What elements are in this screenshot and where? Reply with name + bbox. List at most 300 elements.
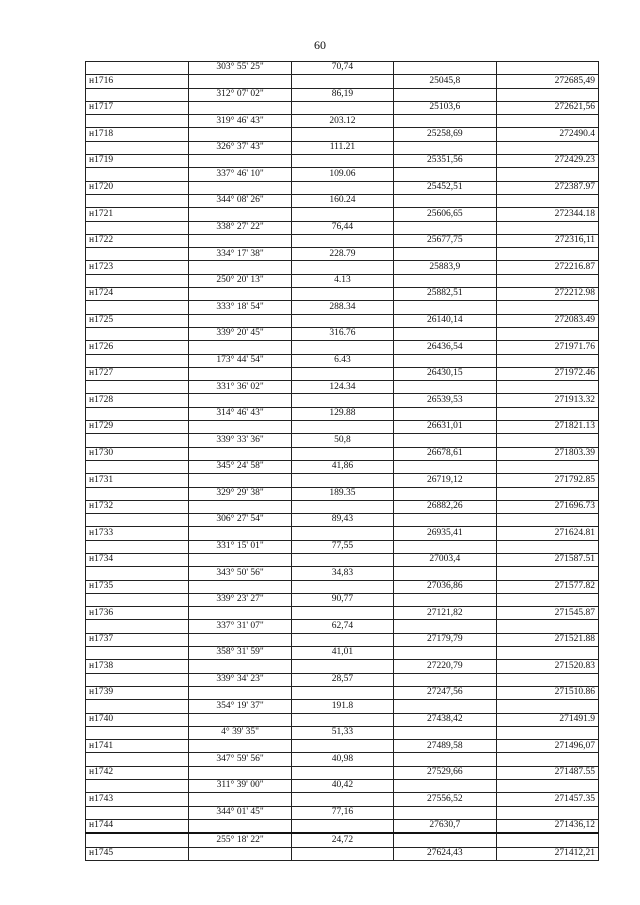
point-id-cell (86, 647, 189, 660)
point-id-cell (86, 726, 189, 739)
direction-angle-cell (189, 234, 291, 247)
x-coordinate-cell (394, 460, 496, 473)
distance-cell (291, 660, 393, 673)
y-coordinate-cell: 271972.46 (496, 367, 598, 380)
direction-angle-cell: 347° 59' 56" (189, 753, 291, 766)
table-row (86, 607, 599, 620)
direction-angle-cell (189, 607, 291, 620)
table-row (86, 261, 599, 274)
point-id-cell: н1721 (86, 208, 189, 221)
y-coordinate-cell (496, 806, 598, 819)
point-id-cell: н1724 (86, 288, 189, 301)
y-coordinate-cell: 271436,12 (496, 819, 598, 833)
y-coordinate-cell (496, 487, 598, 500)
y-coordinate-cell: 271510.86 (496, 686, 598, 699)
y-coordinate-cell: 272490.4 (496, 128, 598, 141)
distance-cell (291, 553, 393, 566)
distance-cell (291, 101, 393, 114)
distance-cell (291, 367, 393, 380)
direction-angle-cell: 345° 24' 58" (189, 460, 291, 473)
distance-cell: 77,55 (291, 540, 393, 553)
x-coordinate-cell (394, 540, 496, 553)
distance-cell (291, 155, 393, 168)
direction-angle-cell: 339° 23' 27" (189, 593, 291, 606)
table-row (86, 367, 599, 380)
x-coordinate-cell: 26719,12 (394, 474, 496, 487)
table-row (86, 248, 599, 261)
table-row (86, 647, 599, 660)
point-id-cell (86, 806, 189, 819)
point-id-cell (86, 248, 189, 261)
distance-cell (291, 580, 393, 593)
point-id-cell (86, 460, 189, 473)
x-coordinate-cell: 27556,52 (394, 793, 496, 806)
point-id-cell: н1718 (86, 128, 189, 141)
x-coordinate-cell (394, 301, 496, 314)
direction-angle-cell (189, 155, 291, 168)
distance-cell: 89,43 (291, 514, 393, 527)
table-row (86, 327, 599, 340)
y-coordinate-cell: 271520.83 (496, 660, 598, 673)
direction-angle-cell (189, 766, 291, 779)
table-row (86, 407, 599, 420)
point-id-cell (86, 514, 189, 527)
distance-cell (291, 261, 393, 274)
x-coordinate-cell: 27630,7 (394, 819, 496, 833)
x-coordinate-cell (394, 62, 496, 75)
y-coordinate-cell (496, 301, 598, 314)
table-row (86, 740, 599, 753)
x-coordinate-cell: 26678,61 (394, 447, 496, 460)
direction-angle-cell: 312° 07' 02" (189, 88, 291, 101)
table-row (86, 713, 599, 726)
x-coordinate-cell: 26631,01 (394, 421, 496, 434)
direction-angle-cell (189, 75, 291, 88)
x-coordinate-cell: 27121,82 (394, 607, 496, 620)
y-coordinate-cell (496, 673, 598, 686)
y-coordinate-cell (496, 141, 598, 154)
direction-angle-cell: 4° 39' 35" (189, 726, 291, 739)
direction-angle-cell: 331° 15' 01" (189, 540, 291, 553)
x-coordinate-cell (394, 168, 496, 181)
x-coordinate-cell (394, 381, 496, 394)
x-coordinate-cell: 27220,79 (394, 660, 496, 673)
table-row (86, 487, 599, 500)
x-coordinate-cell (394, 141, 496, 154)
distance-cell: 160.24 (291, 194, 393, 207)
direction-angle-cell (189, 660, 291, 673)
x-coordinate-cell: 26430,15 (394, 367, 496, 380)
y-coordinate-cell: 271496,07 (496, 740, 598, 753)
distance-cell: 191.8 (291, 700, 393, 713)
direction-angle-cell (189, 314, 291, 327)
x-coordinate-cell: 25677,75 (394, 234, 496, 247)
x-coordinate-cell (394, 327, 496, 340)
distance-cell (291, 394, 393, 407)
y-coordinate-cell: 272387.97 (496, 181, 598, 194)
y-coordinate-cell: 271913.32 (496, 394, 598, 407)
direction-angle-cell: 314° 46' 43" (189, 407, 291, 420)
y-coordinate-cell (496, 62, 598, 75)
point-id-cell (86, 115, 189, 128)
direction-angle-cell (189, 793, 291, 806)
distance-cell (291, 234, 393, 247)
table-row (86, 847, 599, 860)
direction-angle-cell: 326° 37' 43" (189, 141, 291, 154)
y-coordinate-cell (496, 248, 598, 261)
direction-angle-cell (189, 580, 291, 593)
y-coordinate-cell: 272316,11 (496, 234, 598, 247)
x-coordinate-cell (394, 726, 496, 739)
table-row (86, 527, 599, 540)
x-coordinate-cell (394, 833, 496, 847)
y-coordinate-cell (496, 833, 598, 847)
direction-angle-cell: 334° 17' 38" (189, 248, 291, 261)
y-coordinate-cell (496, 434, 598, 447)
direction-angle-cell: 173° 44' 54" (189, 354, 291, 367)
y-coordinate-cell: 272216.87 (496, 261, 598, 274)
y-coordinate-cell (496, 407, 598, 420)
x-coordinate-cell (394, 221, 496, 234)
table-row (86, 88, 599, 101)
x-coordinate-cell (394, 700, 496, 713)
x-coordinate-cell (394, 434, 496, 447)
distance-cell (291, 128, 393, 141)
point-id-cell: н1719 (86, 155, 189, 168)
distance-cell: 189.35 (291, 487, 393, 500)
table-row (86, 234, 599, 247)
table-row (86, 567, 599, 580)
point-id-cell (86, 354, 189, 367)
distance-cell: 90,77 (291, 593, 393, 606)
point-id-cell (86, 833, 189, 847)
x-coordinate-cell (394, 194, 496, 207)
y-coordinate-cell (496, 354, 598, 367)
point-id-cell: н1725 (86, 314, 189, 327)
table-row (86, 208, 599, 221)
y-coordinate-cell (496, 593, 598, 606)
point-id-cell (86, 620, 189, 633)
x-coordinate-cell (394, 647, 496, 660)
distance-cell (291, 607, 393, 620)
x-coordinate-cell: 26935,41 (394, 527, 496, 540)
direction-angle-cell (189, 341, 291, 354)
y-coordinate-cell: 271624.81 (496, 527, 598, 540)
table-row (86, 155, 599, 168)
point-id-cell: н1722 (86, 234, 189, 247)
distance-cell: 62,74 (291, 620, 393, 633)
point-id-cell: н1736 (86, 607, 189, 620)
point-id-cell (86, 700, 189, 713)
x-coordinate-cell: 27247,56 (394, 686, 496, 699)
table-row (86, 766, 599, 779)
table-row (86, 819, 599, 833)
distance-cell: 50,8 (291, 434, 393, 447)
distance-cell: 24,72 (291, 833, 393, 847)
point-id-cell: н1726 (86, 341, 189, 354)
table-row (86, 314, 599, 327)
y-coordinate-cell: 272429.23 (496, 155, 598, 168)
y-coordinate-cell: 271491.9 (496, 713, 598, 726)
y-coordinate-cell (496, 514, 598, 527)
y-coordinate-cell: 272621,56 (496, 101, 598, 114)
distance-cell (291, 447, 393, 460)
point-id-cell: н1741 (86, 740, 189, 753)
distance-cell (291, 793, 393, 806)
direction-angle-cell (189, 740, 291, 753)
distance-cell (291, 713, 393, 726)
point-id-cell: н1735 (86, 580, 189, 593)
distance-cell: 111.21 (291, 141, 393, 154)
x-coordinate-cell (394, 354, 496, 367)
table-row (86, 500, 599, 513)
distance-cell: 76,44 (291, 221, 393, 234)
direction-angle-cell (189, 633, 291, 646)
point-id-cell (86, 487, 189, 500)
direction-angle-cell: 337° 31' 07" (189, 620, 291, 633)
table-row (86, 620, 599, 633)
page-number: 60 (314, 38, 326, 52)
direction-angle-cell: 250° 20' 13" (189, 274, 291, 287)
table-row (86, 806, 599, 819)
y-coordinate-cell: 271821.13 (496, 421, 598, 434)
distance-cell: 124.34 (291, 381, 393, 394)
x-coordinate-cell: 26140,14 (394, 314, 496, 327)
y-coordinate-cell (496, 381, 598, 394)
distance-cell: 4.13 (291, 274, 393, 287)
direction-angle-cell: 303° 55' 25" (189, 62, 291, 75)
coordinates-table (85, 61, 599, 861)
x-coordinate-cell: 27003,4 (394, 553, 496, 566)
y-coordinate-cell (496, 620, 598, 633)
y-coordinate-cell: 272685,49 (496, 75, 598, 88)
point-id-cell: н1734 (86, 553, 189, 566)
point-id-cell: н1716 (86, 75, 189, 88)
table-row (86, 421, 599, 434)
point-id-cell: н1737 (86, 633, 189, 646)
point-id-cell: н1728 (86, 394, 189, 407)
table-row (86, 354, 599, 367)
point-id-cell: н1743 (86, 793, 189, 806)
y-coordinate-cell (496, 460, 598, 473)
distance-cell (291, 341, 393, 354)
direction-angle-cell (189, 500, 291, 513)
point-id-cell (86, 274, 189, 287)
x-coordinate-cell: 25883,9 (394, 261, 496, 274)
x-coordinate-cell (394, 806, 496, 819)
y-coordinate-cell (496, 221, 598, 234)
direction-angle-cell (189, 819, 291, 833)
table-row (86, 194, 599, 207)
distance-cell (291, 686, 393, 699)
x-coordinate-cell: 27489,58 (394, 740, 496, 753)
distance-cell: 129.88 (291, 407, 393, 420)
y-coordinate-cell (496, 726, 598, 739)
table-row (86, 633, 599, 646)
x-coordinate-cell (394, 753, 496, 766)
x-coordinate-cell (394, 115, 496, 128)
direction-angle-cell (189, 421, 291, 434)
distance-cell: 203.12 (291, 115, 393, 128)
x-coordinate-cell (394, 514, 496, 527)
point-id-cell (86, 753, 189, 766)
direction-angle-cell (189, 686, 291, 699)
x-coordinate-cell: 27529,66 (394, 766, 496, 779)
direction-angle-cell: 311° 39' 00" (189, 780, 291, 793)
direction-angle-cell: 339° 34' 23" (189, 673, 291, 686)
point-id-cell (86, 327, 189, 340)
table-row (86, 101, 599, 114)
table-row (86, 460, 599, 473)
table-row (86, 726, 599, 739)
distance-cell (291, 633, 393, 646)
distance-cell: 86,19 (291, 88, 393, 101)
table-row (86, 274, 599, 287)
direction-angle-cell: 306° 27' 54" (189, 514, 291, 527)
point-id-cell (86, 780, 189, 793)
distance-cell (291, 500, 393, 513)
point-id-cell: н1717 (86, 101, 189, 114)
table-row (86, 540, 599, 553)
y-coordinate-cell (496, 647, 598, 660)
point-id-cell: н1742 (86, 766, 189, 779)
table-row (86, 833, 599, 847)
direction-angle-cell (189, 447, 291, 460)
y-coordinate-cell (496, 327, 598, 340)
x-coordinate-cell (394, 673, 496, 686)
direction-angle-cell: 358° 31' 59" (189, 647, 291, 660)
direction-angle-cell: 333° 18' 54" (189, 301, 291, 314)
distance-cell (291, 208, 393, 221)
direction-angle-cell: 337° 46' 10" (189, 168, 291, 181)
direction-angle-cell: 329° 29' 38" (189, 487, 291, 500)
table-row (86, 580, 599, 593)
direction-angle-cell (189, 128, 291, 141)
x-coordinate-cell (394, 407, 496, 420)
y-coordinate-cell (496, 168, 598, 181)
y-coordinate-cell (496, 567, 598, 580)
point-id-cell (86, 301, 189, 314)
coordinates-table-body (86, 62, 599, 861)
distance-cell: 40,98 (291, 753, 393, 766)
y-coordinate-cell (496, 115, 598, 128)
distance-cell: 28,57 (291, 673, 393, 686)
point-id-cell (86, 381, 189, 394)
direction-angle-cell (189, 288, 291, 301)
direction-angle-cell: 319° 46' 43" (189, 115, 291, 128)
distance-cell: 34,83 (291, 567, 393, 580)
table-row (86, 168, 599, 181)
direction-angle-cell (189, 394, 291, 407)
table-row (86, 686, 599, 699)
distance-cell (291, 847, 393, 860)
point-id-cell (86, 407, 189, 420)
y-coordinate-cell (496, 194, 598, 207)
table-row (86, 673, 599, 686)
x-coordinate-cell (394, 620, 496, 633)
table-row (86, 793, 599, 806)
point-id-cell (86, 593, 189, 606)
table-row (86, 341, 599, 354)
table-row (86, 753, 599, 766)
distance-cell: 228.79 (291, 248, 393, 261)
x-coordinate-cell: 25452,51 (394, 181, 496, 194)
distance-cell (291, 181, 393, 194)
direction-angle-cell (189, 553, 291, 566)
direction-angle-cell: 331° 36' 02" (189, 381, 291, 394)
point-id-cell (86, 434, 189, 447)
distance-cell (291, 288, 393, 301)
x-coordinate-cell (394, 88, 496, 101)
x-coordinate-cell (394, 274, 496, 287)
y-coordinate-cell: 272212.98 (496, 288, 598, 301)
direction-angle-cell (189, 367, 291, 380)
point-id-cell (86, 88, 189, 101)
point-id-cell (86, 141, 189, 154)
x-coordinate-cell: 27624,43 (394, 847, 496, 860)
distance-cell: 70,74 (291, 62, 393, 75)
x-coordinate-cell: 25103,6 (394, 101, 496, 114)
x-coordinate-cell: 26882,26 (394, 500, 496, 513)
direction-angle-cell: 338° 27' 22" (189, 221, 291, 234)
table-row (86, 115, 599, 128)
table-row (86, 62, 599, 75)
distance-cell: 41,86 (291, 460, 393, 473)
direction-angle-cell: 343° 50' 56" (189, 567, 291, 580)
direction-angle-cell: 354° 19' 37" (189, 700, 291, 713)
point-id-cell: н1732 (86, 500, 189, 513)
distance-cell (291, 75, 393, 88)
x-coordinate-cell: 25882,51 (394, 288, 496, 301)
distance-cell (291, 314, 393, 327)
x-coordinate-cell: 27036,86 (394, 580, 496, 593)
distance-cell (291, 421, 393, 434)
direction-angle-cell (189, 474, 291, 487)
x-coordinate-cell: 26436,54 (394, 341, 496, 354)
x-coordinate-cell (394, 248, 496, 261)
point-id-cell: н1745 (86, 847, 189, 860)
x-coordinate-cell (394, 487, 496, 500)
table-row (86, 447, 599, 460)
table-row (86, 75, 599, 88)
point-id-cell (86, 194, 189, 207)
x-coordinate-cell: 25606,65 (394, 208, 496, 221)
table-row (86, 128, 599, 141)
table-row (86, 514, 599, 527)
point-id-cell: н1739 (86, 686, 189, 699)
y-coordinate-cell (496, 780, 598, 793)
point-id-cell: н1744 (86, 819, 189, 833)
point-id-cell: н1738 (86, 660, 189, 673)
y-coordinate-cell (496, 753, 598, 766)
direction-angle-cell: 344° 08' 26" (189, 194, 291, 207)
table-row (86, 301, 599, 314)
distance-cell: 40,42 (291, 780, 393, 793)
table-row (86, 553, 599, 566)
y-coordinate-cell: 271457.35 (496, 793, 598, 806)
x-coordinate-cell: 25258,69 (394, 128, 496, 141)
y-coordinate-cell: 271696.73 (496, 500, 598, 513)
table-row (86, 141, 599, 154)
x-coordinate-cell (394, 780, 496, 793)
table-row (86, 474, 599, 487)
y-coordinate-cell: 271412,21 (496, 847, 598, 860)
table-row (86, 780, 599, 793)
direction-angle-cell (189, 261, 291, 274)
table-row (86, 221, 599, 234)
distance-cell: 6.43 (291, 354, 393, 367)
y-coordinate-cell: 271587.51 (496, 553, 598, 566)
